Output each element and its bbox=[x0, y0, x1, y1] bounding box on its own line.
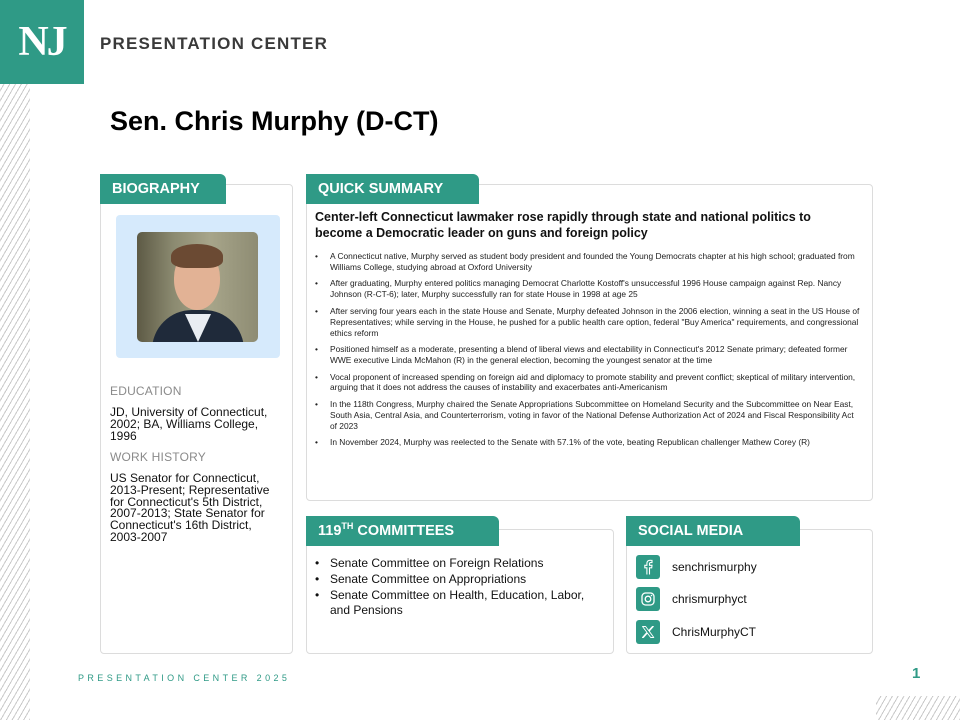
senator-portrait bbox=[137, 232, 258, 342]
biography-tab: BIOGRAPHY bbox=[100, 174, 226, 204]
list-item: • In November 2024, Murphy was reelected to the Senate with 57.1% of the vote, beating Republican challenger Mathew Corey (R) bbox=[315, 437, 863, 448]
instagram-icon bbox=[636, 587, 660, 611]
page-title: Sen. Chris Murphy (D-CT) bbox=[110, 106, 439, 136]
list-item: • In the 118th Congress, Murphy chaired the Senate Appropriations Subcommittee on Homeland Security and the Subcommittee on Near East, South Asia, Central Asia, and Counterterrorism, voting in favor of the National Defense Authorization Act of 2024 and Fiscal Responsibility Act of 2023 bbox=[315, 399, 863, 432]
facebook-icon bbox=[636, 555, 660, 579]
list-item: • A Connecticut native, Murphy served as student body president and founded the Young Democrats chapter at his high school; graduated from Williams College, studying abroad at Oxford University bbox=[315, 251, 863, 273]
instagram-handle: chrismurphyct bbox=[672, 592, 747, 606]
education-text: JD, University of Connecticut, 2002; BA, Williams College, 1996 bbox=[110, 405, 268, 443]
logo-text: NJ bbox=[18, 19, 66, 65]
list-item: • After graduating, Murphy entered politics managing Democrat Charlotte Kostoff's unsuccessful 1996 House campaign against Rep. Nancy Johnson (R-CT-6); later, Murphy successfully ran for state House in 1998 at age 25 bbox=[315, 278, 863, 300]
committees-tab-label: COMMITTEES bbox=[353, 523, 455, 539]
list-item: • Vocal proponent of increased spending on foreign aid and diplomacy to promote stability and prevent conflict; skeptical of military intervention, arguing that it does not address the causes of instability and exacerbates anti-Americanism bbox=[315, 372, 863, 394]
summary-headline: Center-left Connecticut lawmaker rose rapidly through state and national politics to become a Democratic leader on guns and foreign policy bbox=[315, 210, 811, 240]
social-row-instagram bbox=[636, 587, 856, 611]
list-item: • Positioned himself as a moderate, presenting a blend of liberal views and electability in Connecticut's 2012 Senate primary; defeated former WWE executive Linda McMahon (R) in the general election, becoming the youngest senator at the time bbox=[315, 344, 863, 366]
header-title: PRESENTATION CENTER bbox=[100, 34, 329, 53]
social-row-x bbox=[636, 620, 856, 644]
work-history-text: US Senator for Connecticut, 2013-Present; Representative for Connecticut's 5th District, 2007-2013; State Senator for Connecticut's 16th District, 2003-2007 bbox=[110, 471, 270, 544]
page-number: 1 bbox=[912, 665, 921, 682]
summary-bullets bbox=[315, 251, 863, 454]
committee-list bbox=[315, 556, 607, 620]
education-label: EDUCATION bbox=[110, 384, 182, 398]
list-item: • After serving four years each in the state House and Senate, Murphy defeated Johnson in the 2006 election, winning a seat in the US House of Representatives; while serving in the House, he pushed for a public health care option, federal "Buy America" requirements, and congressional ethics reform bbox=[315, 306, 863, 339]
list-item: • Senate Committee on Health, Education, Labor, and Pensions bbox=[315, 588, 607, 618]
x-icon bbox=[636, 620, 660, 644]
facebook-handle: senchrismurphy bbox=[672, 560, 757, 574]
committees-tab-superscript: TH bbox=[341, 521, 354, 531]
committees-tab-number: 119 bbox=[318, 523, 342, 539]
social-row-facebook bbox=[636, 555, 856, 579]
decorative-hatch-bottom bbox=[876, 696, 960, 720]
footer-text: PRESENTATION CENTER 2025 bbox=[78, 673, 291, 683]
work-history-label: WORK HISTORY bbox=[110, 450, 206, 464]
nj-logo bbox=[0, 0, 84, 84]
x-handle: ChrisMurphyCT bbox=[672, 625, 757, 639]
list-item: • Senate Committee on Appropriations bbox=[315, 572, 607, 587]
social-media-tab: SOCIAL MEDIA bbox=[626, 516, 800, 546]
committees-tab bbox=[306, 516, 499, 546]
list-item: • Senate Committee on Foreign Relations bbox=[315, 556, 607, 571]
quick-summary-tab: QUICK SUMMARY bbox=[306, 174, 479, 204]
decorative-hatch-left bbox=[0, 84, 30, 720]
